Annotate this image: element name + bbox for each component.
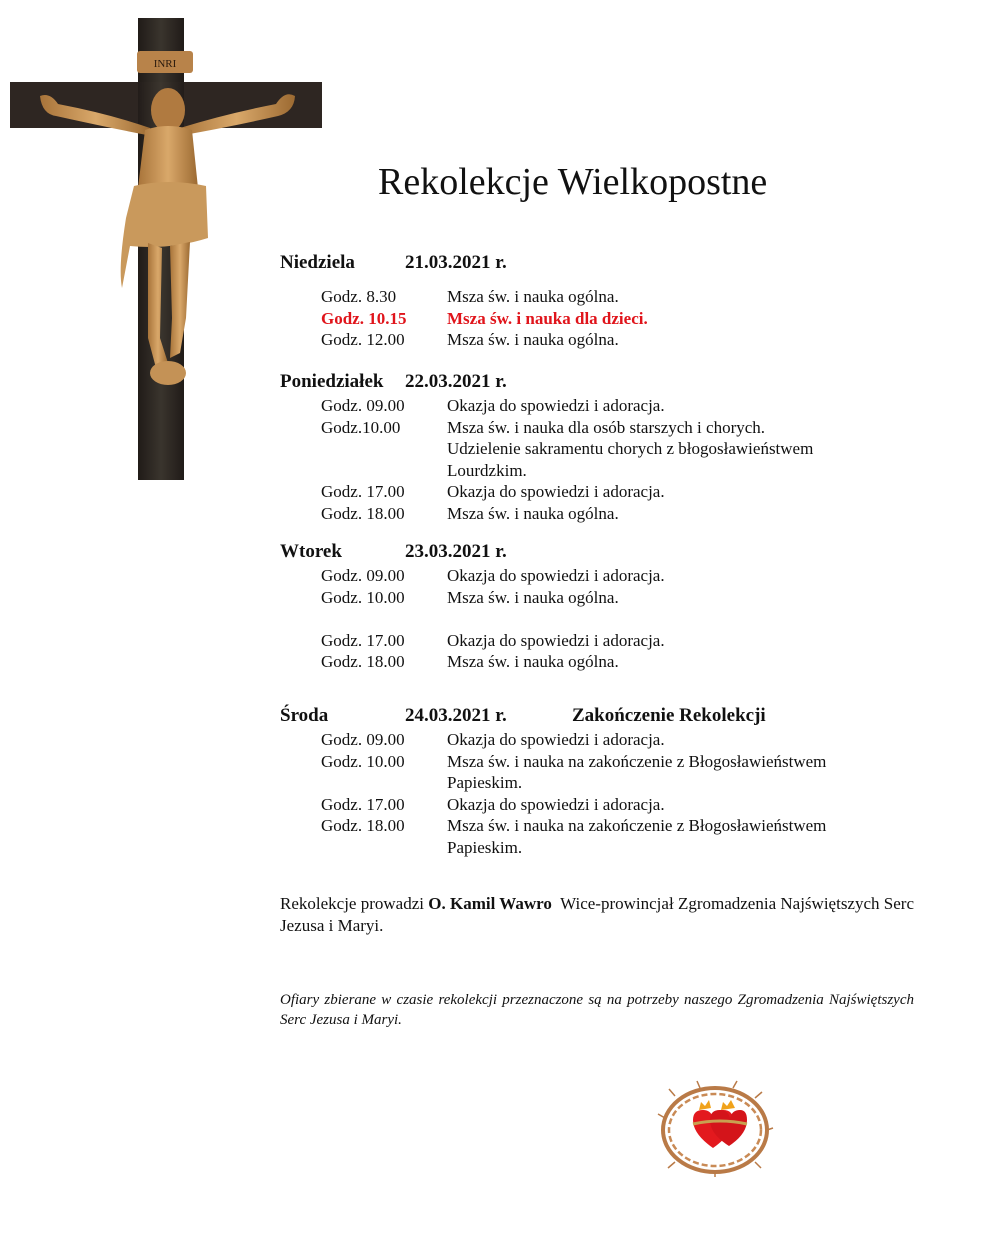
day-note: Zakończenie Rekolekcji: [572, 705, 766, 726]
schedule-entry: [280, 565, 920, 587]
entry-description: Okazja do spowiedzi i adoracja.: [447, 794, 665, 814]
entry-time: Godz. 10.00: [321, 587, 405, 607]
entry-time: Godz. 09.00: [321, 566, 405, 585]
schedule-entry: [280, 329, 920, 351]
schedule-entry: [280, 794, 920, 816]
day-heading: [280, 541, 920, 565]
entry-time: Godz. 17.00: [321, 630, 405, 650]
leader-prefix: Rekolekcje prowadzi: [280, 894, 429, 913]
offering-note: Ofiary zbierane w czasie rekolekcji przeznaczone są na potrzeby naszego Zgromadzenia Najświętszych Serc Jezusa i Maryi.: [280, 992, 914, 1028]
schedule-day-poniedzialek: [280, 371, 920, 525]
day-name: Środa: [280, 705, 329, 726]
inri-inscription: INRI: [153, 58, 177, 70]
entry-time: Godz. 18.00: [321, 652, 405, 672]
schedule-entry: [280, 417, 920, 482]
entry-description-line: Lourdzkim.: [447, 460, 527, 480]
day-heading: [280, 705, 920, 729]
entry-time: Godz. 09.00: [321, 730, 405, 749]
entry-time: Godz. 12.00: [321, 330, 405, 350]
schedule-day-sroda: [280, 705, 920, 859]
day-name: Wtorek: [280, 541, 342, 562]
entry-description-line: Msza św. i nauka na zakończenie z Błogosławieństwem: [447, 751, 827, 771]
schedule-entry: [280, 395, 920, 417]
entry-description-line: Msza św. i nauka na zakończenie z Błogosławieństwem: [447, 816, 827, 836]
schedule-entry: [280, 286, 920, 308]
entry-time: Godz. 18.00: [321, 816, 405, 836]
schedule-entry: [280, 729, 920, 751]
entry-description-line: Papieskim.: [447, 837, 523, 857]
page-title: Rekolekcje Wielkopostne: [378, 161, 768, 203]
entry-description: Okazja do spowiedzi i adoracja.: [447, 730, 665, 749]
entry-description: Okazja do spowiedzi i adoracja.: [447, 630, 665, 650]
retreat-leader-paragraph: [280, 893, 919, 937]
entry-time: Godz.10.00: [321, 417, 401, 437]
entry-description: Okazja do spowiedzi i adoracja.: [447, 566, 665, 585]
day-date: 24.03.2021 r.: [405, 705, 507, 726]
day-heading: [280, 371, 920, 395]
leader-suffix: Wice-prowincjał Zgromadzenia Najświętszych Serc Jezusa i Maryi.: [280, 894, 919, 935]
schedule-day-niedziela: [280, 252, 920, 351]
schedule-entry: [280, 481, 920, 503]
crucifix-image: [10, 18, 322, 480]
schedule-entry: [280, 587, 920, 609]
schedule-entry: [280, 815, 920, 858]
schedule-entry: [280, 630, 920, 652]
day-date: 22.03.2021 r.: [405, 371, 507, 392]
entry-description-line: Msza św. i nauka dla osób starszych i chorych.: [447, 417, 766, 437]
entry-time: Godz. 09.00: [321, 396, 405, 415]
entry-description: Msza św. i nauka ogólna.: [447, 287, 619, 306]
entry-description: Msza św. i nauka ogólna.: [447, 652, 619, 672]
entry-description: Msza św. i nauka ogólna.: [447, 330, 619, 350]
entry-description: Msza św. i nauka ogólna.: [447, 587, 619, 607]
entry-time: Godz. 18.00: [321, 503, 405, 523]
schedule-entry: [280, 503, 920, 525]
schedule-entry-highlighted: [280, 308, 920, 330]
entry-time: Godz. 8.30: [321, 287, 397, 306]
day-name: Niedziela: [280, 252, 355, 273]
day-name: Poniedziałek: [280, 371, 384, 392]
entry-time: Godz. 10.15: [321, 308, 407, 328]
day-date: 21.03.2021 r.: [405, 252, 507, 273]
day-heading: [280, 252, 920, 276]
sacred-hearts-emblem-icon: [655, 1078, 775, 1178]
schedule-day-wtorek: [280, 541, 920, 673]
entry-time: Godz. 17.00: [321, 482, 405, 502]
entry-description-line: Udzielenie sakramentu chorych z błogosławieństwem: [447, 439, 814, 459]
leader-name: O. Kamil Wawro: [428, 894, 552, 913]
entry-time: Godz. 17.00: [321, 794, 405, 814]
entry-description: Msza św. i nauka dla dzieci.: [447, 308, 648, 328]
schedule-entry: [280, 751, 920, 794]
entry-description-line: Papieskim.: [447, 773, 523, 793]
schedule-entry: [280, 651, 920, 673]
day-date: 23.03.2021 r.: [405, 541, 507, 562]
entry-time: Godz. 10.00: [321, 751, 405, 771]
entry-description: Okazja do spowiedzi i adoracja.: [447, 396, 665, 415]
entry-description: Okazja do spowiedzi i adoracja.: [447, 482, 665, 502]
entry-description: Msza św. i nauka ogólna.: [447, 503, 619, 523]
